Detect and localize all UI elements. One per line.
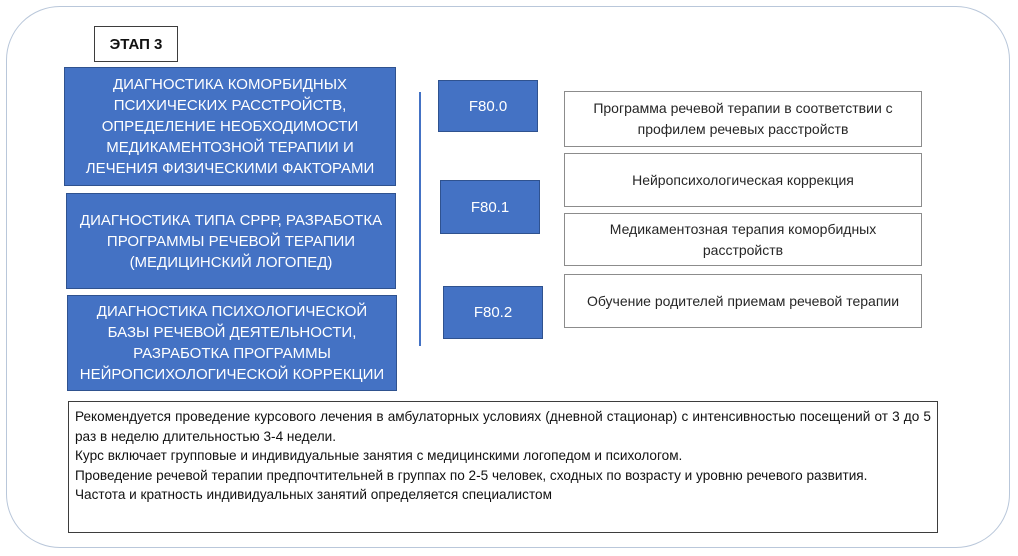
stage-label: ЭТАП 3 — [94, 26, 178, 62]
program-box-neuro-correction: Нейропсихологическая коррекция — [564, 153, 922, 207]
recommendations-box — [68, 401, 938, 533]
program-box-parent-training: Обучение родителей приемам речевой терапии — [564, 274, 922, 328]
code-box-f80-0: F80.0 — [438, 80, 538, 132]
divider-line — [419, 92, 421, 346]
code-box-f80-2: F80.2 — [443, 286, 543, 339]
recommendation-text: Курс включает групповые и индивидуальные занятия с медицинскими логопедом и психологом. — [75, 448, 683, 463]
code-box-f80-1: F80.1 — [440, 180, 540, 234]
program-box-speech-profile: Программа речевой терапии в соответствии с профилем речевых расстройств — [564, 91, 922, 147]
recommendation-text: Частота и кратность индивидуальных занятий определяется специалистом — [75, 487, 552, 502]
program-box-medication: Медикаментозная терапия коморбидных расстройств — [564, 213, 922, 266]
recommendation-text: Проведение речевой терапии предпочтительней в группах по 2-5 человек, сходных по возрасту и уровню речевого развития. — [75, 467, 868, 483]
diagnostic-box-comorbid: ДИАГНОСТИКА КОМОРБИДНЫХ ПСИХИЧЕСКИХ РАССТРОЙСТВ, ОПРЕДЕЛЕНИЕ НЕОБХОДИМОСТИ МЕДИКАМЕНТОЗНОЙ ТЕРАПИИ И ЛЕЧЕНИЯ ФИЗИЧЕСКИМИ ФАКТОРАМИ — [64, 67, 396, 186]
diagnostic-box-speech-therapy: ДИАГНОСТИКА ТИПА СРРР, РАЗРАБОТКА ПРОГРАММЫ РЕЧЕВОЙ ТЕРАПИИ (МЕДИЦИНСКИЙ ЛОГОПЕД) — [66, 193, 396, 289]
recommendation-text: Рекомендуется проведение курсового лечения в амбулаторных условиях (дневной стационар) с интенсивностью посещений от 3 до 5 раз в неделю длительностью 3-4 недели. — [75, 409, 931, 444]
diagnostic-box-neuropsychology: ДИАГНОСТИКА ПСИХОЛОГИЧЕСКОЙ БАЗЫ РЕЧЕВОЙ ДЕЯТЕЛЬНОСТИ, РАЗРАБОТКА ПРОГРАММЫ НЕЙРОПСИХОЛОГИЧЕСКОЙ КОРРЕКЦИИ — [67, 295, 397, 391]
